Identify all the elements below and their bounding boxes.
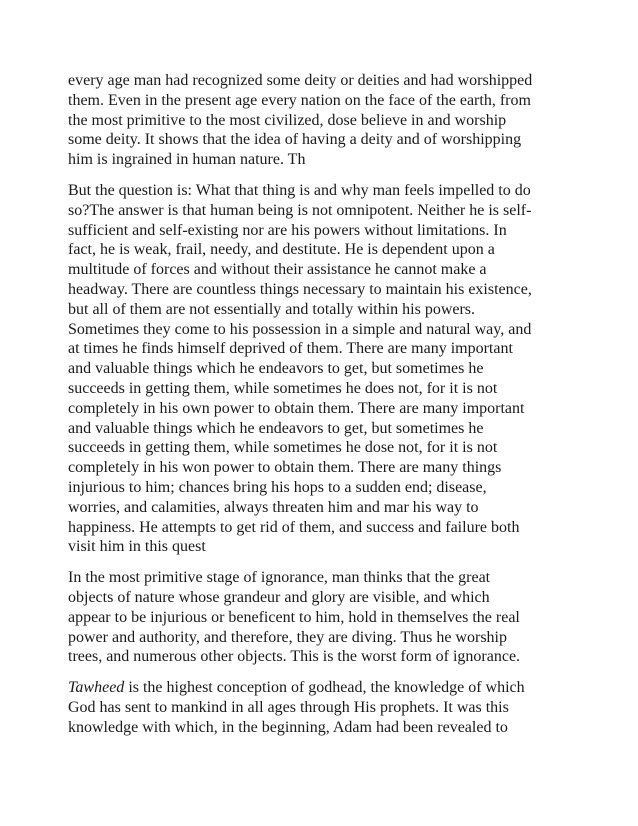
text-line: fact, he is weak, frail, needy, and destitute. He is dependent upon a [68,241,495,259]
paragraph-2 [68,181,572,557]
text-line: and valuable things which he endeavors to get, but sometimes he [68,419,484,437]
text-line: and valuable things which he endeavors to get, but sometimes he [68,360,484,378]
text-line: happiness. He attempts to get rid of them, and success and failure both [68,518,520,536]
text-line: completely in his won power to obtain them. There are many things [68,459,502,477]
paragraph-1 [68,71,572,170]
text-line: sufficient and self-existing nor are his powers without limitations. In [68,221,507,239]
text-line: power and authority, and therefore, they are diving. Thus he worship [68,628,507,646]
paragraph-4 [68,678,572,737]
text-line: God has sent to mankind in all ages through His prophets. It was this [68,698,509,716]
text-line: completely in his own power to obtain them. There are many important [68,399,525,417]
text-line: but all of them are not essentially and totally within his powers. [68,300,476,318]
text-line: objects of nature whose grandeur and glory are visible, and which [68,588,490,606]
text-line: Sometimes they come to his possession in a simple and natural way, and [68,320,532,338]
text-line: succeeds in getting them, while sometimes he does not, for it is not [68,379,498,397]
text-line: so?The answer is that human being is not omnipotent. Neither he is self- [68,201,532,219]
text-line: multitude of forces and without their assistance he cannot make a [68,261,487,279]
text-line: the most primitive to the most civilized, dose believe in and worship [68,111,507,129]
text-line: visit him in this quest [68,538,206,556]
text-line: him is ingrained in human nature. Th [68,151,306,169]
text-line [68,678,572,698]
text-line: appear to be injurious or beneficent to him, hold in themselves the real [68,608,520,626]
text-line: succeeds in getting them, while sometimes he dose not, for it is not [68,439,498,457]
text-line: at times he finds himself deprived of them. There are many important [68,340,513,358]
text-line: headway. There are countless things necessary to maintain his existence, [68,280,532,298]
text-line: In the most primitive stage of ignorance, man thinks that the great [68,569,491,587]
text-line: worries, and calamities, always threaten him and mar his way to [68,498,479,516]
italic-term: Tawheed [68,679,125,697]
text-line: trees, and numerous other objects. This is the worst form of ignorance. [68,648,521,666]
text-line: every age man had recognized some deity or deities and had worshipped [68,72,533,89]
text-line: injurious to him; chances bring his hops to a sudden end; disease, [68,478,487,496]
paragraph-3 [68,568,572,667]
text-line: some deity. It shows that the idea of having a deity and of worshipping [68,131,522,149]
text-line: them. Even in the present age every nation on the face of the earth, from [68,91,531,109]
text-line: knowledge with which, in the beginning, Adam had been revealed to [68,718,508,736]
text-line: But the question is: What that thing is and why man feels impelled to do [68,181,531,199]
text-line-rest: is the highest conception of godhead, the knowledge of which [124,679,525,697]
document-body [68,71,572,749]
